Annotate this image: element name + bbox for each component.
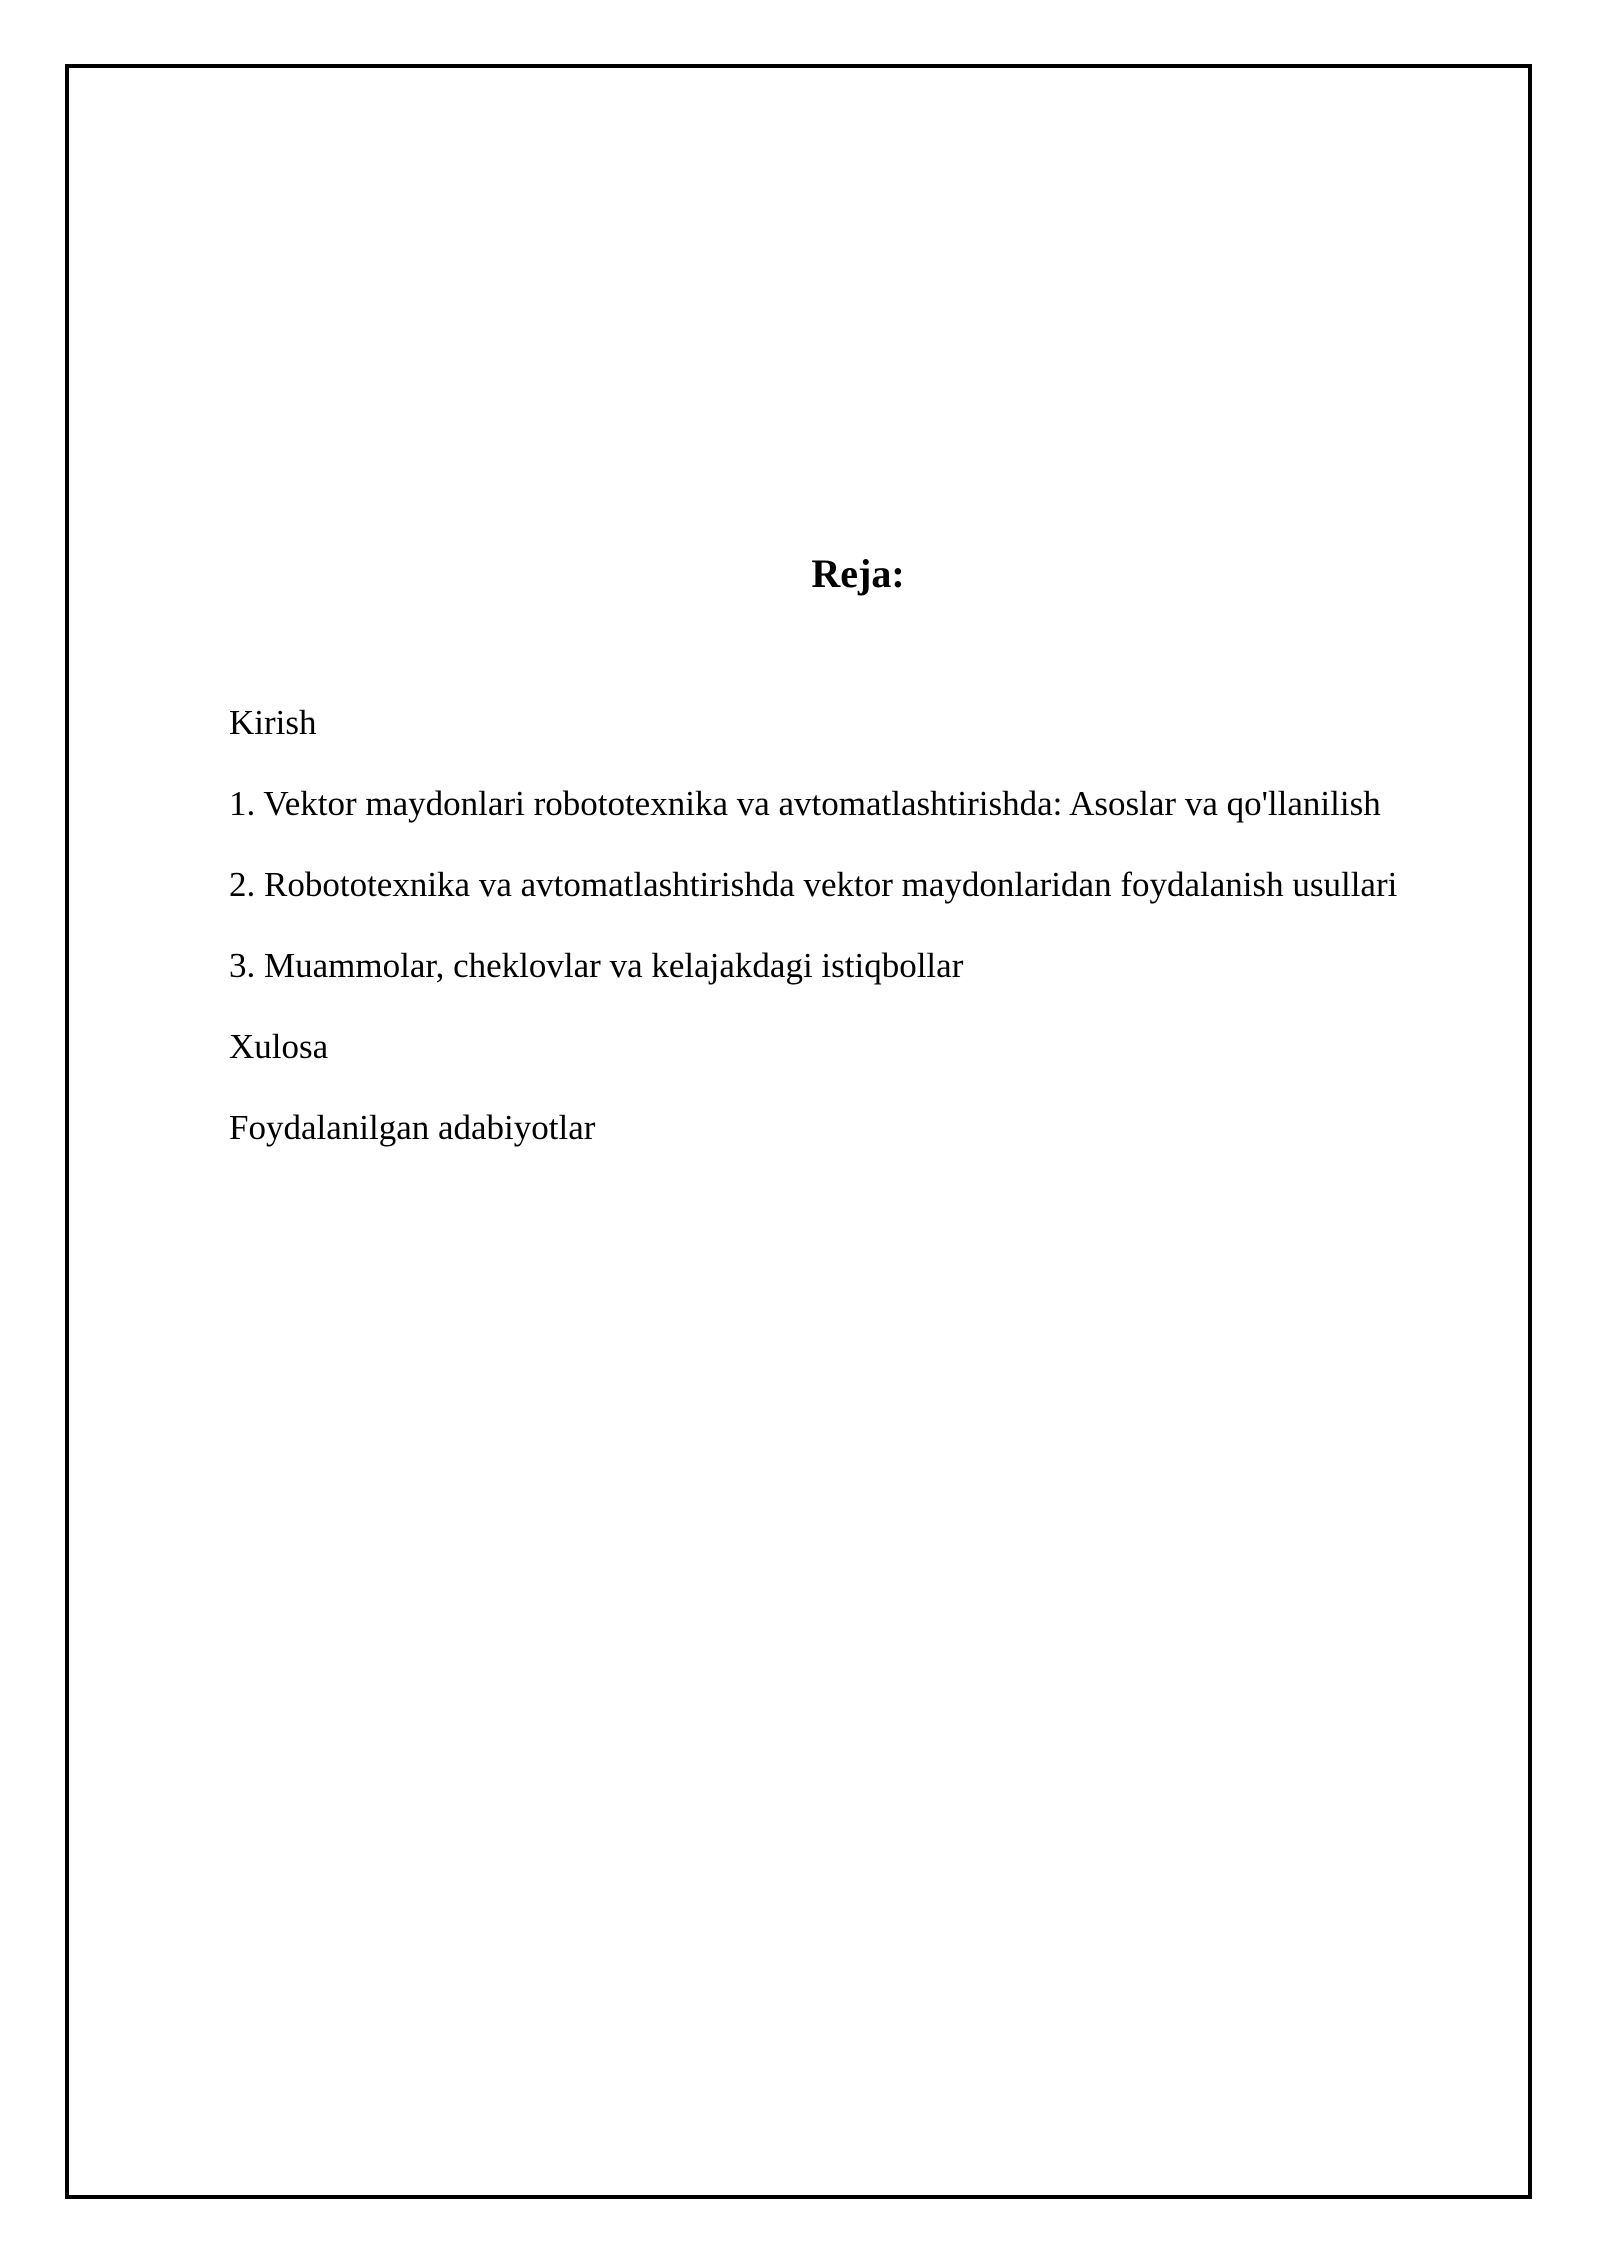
plan-item-introduction: Kirish (229, 703, 317, 742)
plan-item-references: Foydalanilgan adabiyotlar (229, 1108, 596, 1147)
plan-item-chapter-1: 1. Vektor maydonlari robototexnika va avtomatlashtirishda: Asoslar va qo'llanilish (229, 784, 1381, 823)
plan-list (229, 699, 1397, 1185)
page-title: Reja: (811, 551, 905, 596)
plan-item-chapter-3: 3. Muammolar, cheklovlar va kelajakdagi istiqbollar (229, 946, 964, 985)
plan-item-conclusion: Xulosa (229, 1027, 329, 1066)
plan-item-chapter-2: 2. Robototexnika va avtomatlashtirishda vektor maydonlaridan foydalanish usullari (229, 865, 1398, 904)
